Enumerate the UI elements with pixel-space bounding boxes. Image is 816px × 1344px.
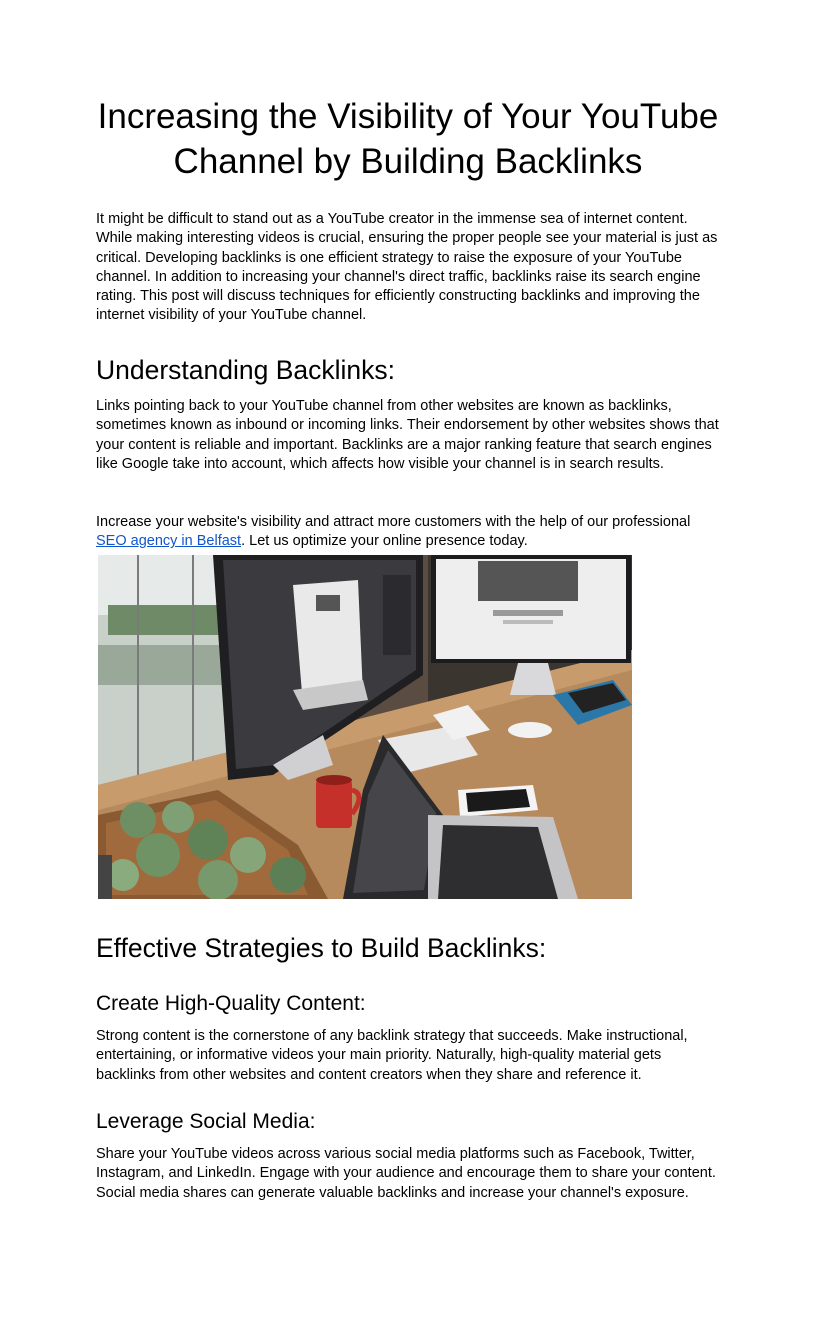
document-title: Increasing the Visibility of Your YouTube Channel by Building Backlinks	[97, 97, 719, 181]
strategy-paragraph-social: Share your YouTube videos across various social media platforms such as Facebook, Twitter, Instagram, and LinkedIn. Engage with your audience and encourage them to share your content. Social media shares can generate valuable backlinks and increase your channel's exposure.	[96, 1146, 716, 1201]
promo-text-after: . Let us optimize your online presence today.	[241, 533, 528, 550]
understanding-paragraph: Links pointing back to your YouTube channel from other websites are known as backlinks, sometimes known as inbound or incoming links. Their endorsement by other websites shows that your content is reliable and important. Backlinks are a major ranking feature that search engines like Google take into account, which affects how visible your channel is in search results.	[96, 398, 719, 472]
strategies-heading: Effective Strategies to Build Backlinks:	[96, 933, 547, 963]
seo-agency-link[interactable]: SEO agency in Belfast	[96, 533, 242, 550]
intro-paragraph: It might be difficult to stand out as a YouTube creator in the immense sea of internet content. While making interesting videos is crucial, ensuring the proper people see your material is just as critical. Developing backlinks is one efficient strategy to raise the exposure of your YouTube channel. In addition to increasing your channel's direct traffic, backlinks raise its search engine rating. This post will discuss techniques for efficiently constructing backlinks and improving the internet visibility of your YouTube channel.	[96, 211, 718, 324]
understanding-heading: Understanding Backlinks:	[96, 355, 396, 385]
strategy-paragraph-content: Strong content is the cornerstone of any backlink strategy that succeeds. Make instructional, entertaining, or informative videos your main priority. Naturally, high-quality material gets backlinks from other websites and content creators when they share and reference it.	[96, 1028, 688, 1083]
strategy-heading-content: Create High-Quality Content:	[96, 992, 366, 1015]
promo-paragraph	[96, 513, 720, 552]
desk-workspace-photo	[98, 555, 632, 899]
promo-text-before: Increase your website's visibility and attract more customers with the help of our professional	[96, 514, 691, 530]
strategy-heading-social: Leverage Social Media:	[96, 1110, 316, 1133]
